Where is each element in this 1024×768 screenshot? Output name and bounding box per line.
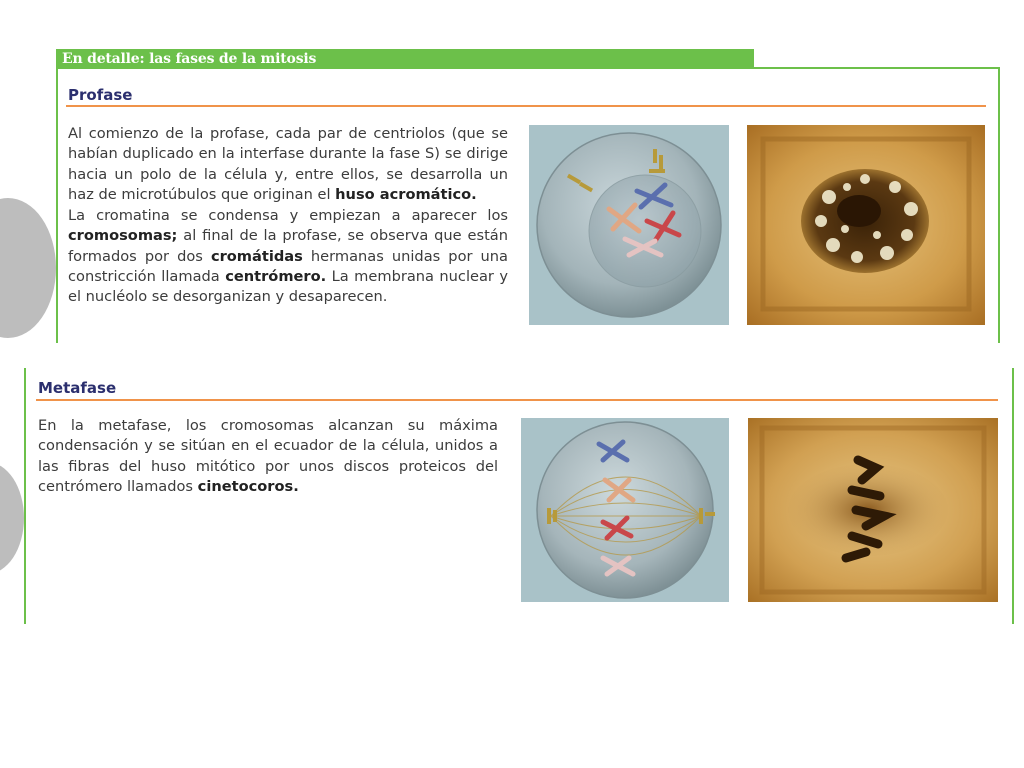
- bold-term: cinetocoros.: [197, 477, 299, 495]
- bold-term: cromosomas;: [68, 227, 178, 245]
- profase-paragraph-1: [68, 124, 508, 205]
- metafase-paragraph-1: [38, 416, 498, 497]
- bold-term: cromátidas: [210, 247, 303, 265]
- text-run: Al comienzo de la profase, cada par de centriolos (que se habían duplicado en la interfase durante la fase S) se dirige hacia un polo de la célula y, entre ellos, se desarrolla un haz de microtúbulos que originan el: [68, 125, 508, 203]
- profase-paragraph-2: [68, 206, 508, 307]
- metafase-micrograph: [748, 418, 998, 602]
- text-run: En la metafase, los cromosomas alcanzan su máxima condensación y se sitúan en el ecuador de la célula, unidos a las fibras del huso mitótico por unos discos proteicos del centrómero llamados: [38, 417, 498, 495]
- section-banner: En detalle: las fases de la mitosis: [56, 49, 754, 69]
- text-run: al final de la profase, se observa que están formados por dos: [68, 227, 508, 265]
- text-run: La membrana nuclear y el nucléolo se desorganizan y desaparecen.: [68, 267, 509, 306]
- metafase-heading: Metafase: [38, 379, 117, 397]
- profase-micrograph: [747, 125, 985, 325]
- text-run: La cromatina se condensa y empiezan a aparecer los: [68, 207, 508, 224]
- decorative-arc-bottom: [0, 462, 24, 574]
- text-run: hermanas unidas por una constricción llamada: [68, 247, 508, 285]
- bold-term: centrómero.: [225, 267, 327, 285]
- profase-heading-rule: [66, 105, 986, 107]
- metafase-cell-illustration: [521, 418, 729, 602]
- profase-cell-illustration: [529, 125, 729, 325]
- decorative-arc-top: [0, 198, 56, 338]
- metafase-heading-rule: [36, 399, 998, 401]
- profase-heading: Profase: [68, 86, 133, 104]
- bold-term: huso acromático.: [335, 185, 477, 203]
